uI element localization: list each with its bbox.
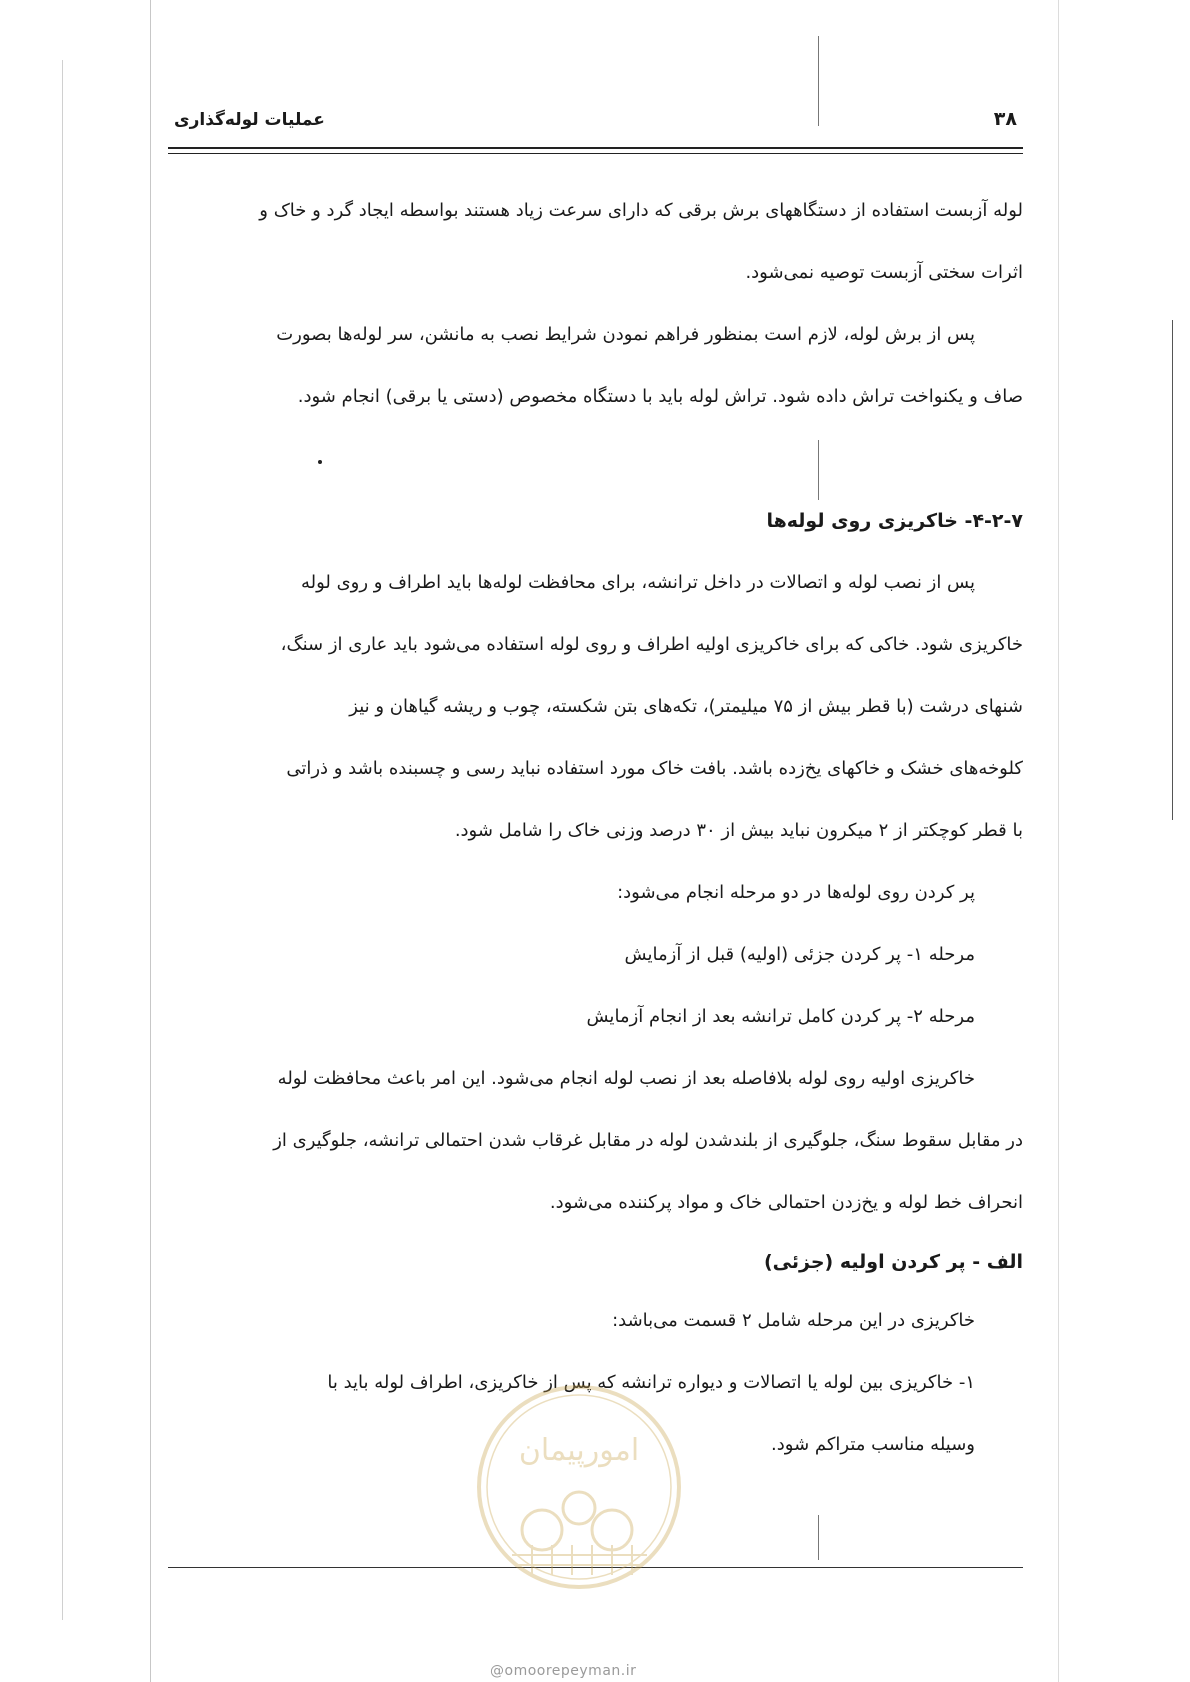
watermark-url: @omoorepeyman.ir [490, 1663, 637, 1679]
paragraph-line: کلوخه‌های خشک و خاکهای یخ‌زده باشد. بافت خاک مورد استفاده نباید رسی و چسبنده باشد و ذراتی [286, 758, 1023, 779]
list-item: ۱- خاکریزی بین لوله یا اتصالات و دیواره ترانشه که پس از خاکریزی، اطراف لوله باید با [327, 1372, 975, 1393]
page-number: ۳۸ [993, 108, 1017, 130]
scan-artifact-line [818, 1515, 819, 1560]
paragraph-line: پس از نصب لوله و اتصالات در داخل ترانشه، برای محافظت لوله‌ها باید اطراف و روی لوله [300, 572, 975, 593]
paragraph-line: شنهای درشت (با قطر بیش از ۷۵ میلیمتر)، تکه‌های بتن شکسته، چوب و ریشه گیاهان و نیز [349, 696, 1023, 717]
paragraph-line: انحراف خط لوله و یخ‌زدن احتمالی خاک و مواد پرکننده می‌شود. [549, 1192, 1023, 1213]
paragraph-line: در مقابل سقوط سنگ، جلوگیری از بلندشدن لوله در مقابل غرقاب شدن احتمالی ترانشه، جلوگیری از [273, 1130, 1023, 1151]
paragraph-line: صاف و یکنواخت تراش داده شود. تراش لوله باید با دستگاه مخصوص (دستی یا برقی) انجام شود. [297, 386, 1023, 407]
paragraph-line: خاکریزی در این مرحله شامل ۲ قسمت می‌باشد: [612, 1310, 975, 1331]
paragraph-line: لوله آزبست استفاده از دستگاههای برش برقی که دارای سرعت زیاد هستند بواسطه ایجاد گرد و خاک و [259, 200, 1023, 221]
subsection-heading: الف - پر کردن اولیه (جزئی) [764, 1251, 1023, 1273]
list-item: مرحله ۲- پر کردن کامل ترانشه بعد از انجام آزمایش [586, 1006, 975, 1027]
scan-artifact-line [150, 0, 151, 1682]
paragraph-line: اثرات سختی آزبست توصیه نمی‌شود. [745, 262, 1023, 283]
scan-artifact-line [1058, 0, 1059, 1682]
paragraph-line: خاکریزی اولیه روی لوله بلافاصله بعد از نصب لوله انجام می‌شود. این امر باعث محافظت لوله [277, 1068, 975, 1089]
header-rule-bottom [168, 153, 1023, 154]
body-text [168, 180, 1023, 1476]
paragraph-line: خاکریزی شود. خاکی که برای خاکریزی اولیه اطراف و روی لوله استفاده می‌شود باید عاری از سنگ، [280, 634, 1023, 655]
list-item: مرحله ۱- پر کردن جزئی (اولیه) قبل از آزمایش [624, 944, 975, 965]
paragraph-line: با قطر کوچکتر از ۲ میکرون نباید بیش از ۳۰ درصد وزنی خاک را شامل شود. [454, 820, 1023, 841]
paragraph-line: وسیله مناسب متراکم شود. [771, 1434, 975, 1455]
paragraph-line: پر کردن روی لوله‌ها در دو مرحله انجام می‌شود: [617, 882, 975, 903]
scan-artifact-line [1172, 320, 1173, 820]
section-heading: ۴-۲-۷- خاکریزی روی لوله‌ها [766, 510, 1023, 532]
page-header [168, 100, 1023, 140]
spacer [168, 428, 1023, 490]
scan-artifact-line [62, 60, 63, 1620]
watermark-seal-logo [472, 1380, 687, 1595]
header-rule-top [168, 147, 1023, 149]
watermark-logo-text: امورپیمان [518, 1433, 640, 1468]
running-head-title: عملیات لوله‌گذاری [174, 110, 325, 130]
paragraph-line: پس از برش لوله، لازم است بمنظور فراهم نمودن شرایط نصب به مانشن، سر لوله‌ها بصورت [276, 324, 975, 345]
